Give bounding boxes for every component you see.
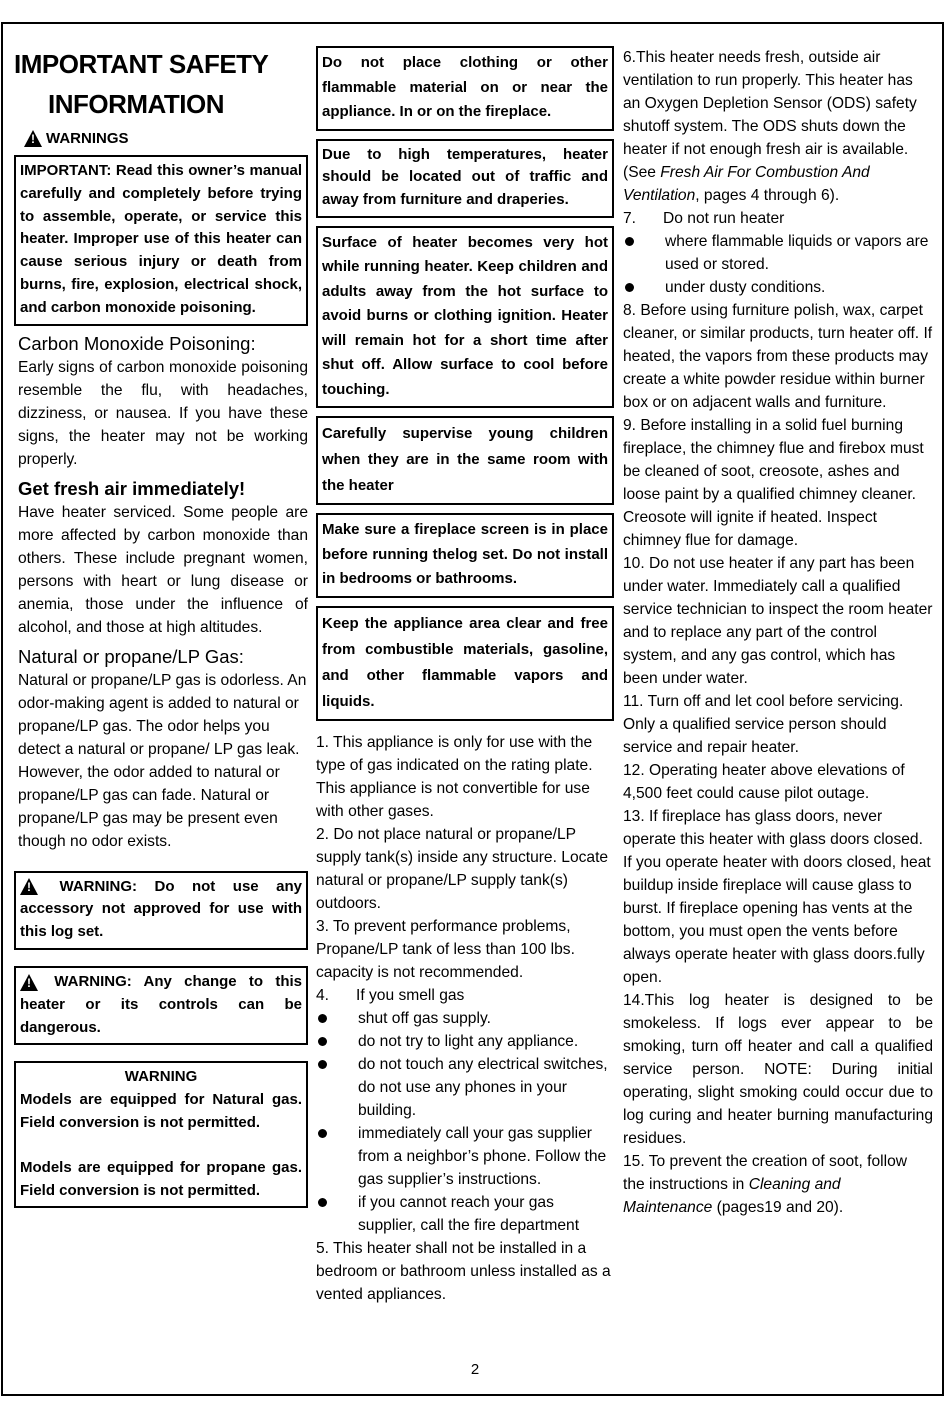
column-left (14, 44, 308, 1208)
item-10: 10. Do not use heater if any part has been under water. Immediately call a qualified service technician to inspect the room heater and to replace any part of the control system, and any gas control, which has been under water. (623, 555, 933, 687)
bullet-icon (316, 1030, 358, 1053)
item-4-number: 4. (316, 986, 330, 1004)
bullet-text: do not try to light any appliance. (358, 1032, 579, 1050)
list-item (316, 1030, 614, 1053)
bullet-icon (623, 276, 665, 299)
warning-box-6-text: Keep the appliance area clear and free from combustible materials, gasoline, and other flammable vapors and liquids. (322, 614, 608, 710)
warning-gas-type-box (14, 1061, 308, 1208)
warning-icon (24, 130, 42, 147)
warning-propane-text: Models are equipped for propane gas. Field conversion is not permitted. (20, 1158, 302, 1199)
warning-box-2 (316, 139, 614, 218)
item-1: 1. This appliance is only for use with the type of gas indicated on the rating plate. This appliance is not convertible for use with other gases. (316, 733, 593, 820)
item-15 (623, 1150, 933, 1219)
item-8: 8. Before using furniture polish, wax, carpet cleaner, or similar products, turn heater off. If heated, the vapors from these products may create a white powder residue within burner box or on adjacent walls and furniture. (623, 302, 933, 411)
item-15-text-a: 15. To prevent the creation of soot, follow the instructions in (623, 1153, 908, 1193)
item-4 (316, 984, 614, 1007)
gas-text: Natural or propane/LP gas is odorless. An odor-making agent is added to natural or propane/LP gas. The odor helps you detect a natural or propane/ LP gas leak. However, the odor added to natural or propane/LP gas can fade. Natural or propane/LP gas may be present even though no odor exists. (18, 671, 307, 850)
list-item (316, 1122, 614, 1191)
bullet-icon (316, 1122, 358, 1191)
warning-box-6 (316, 606, 614, 721)
warning-accessory-box (14, 871, 308, 950)
list-item (316, 1007, 614, 1030)
item-7 (623, 207, 933, 230)
warnings-heading (24, 130, 308, 147)
page-number: 2 (470, 1361, 480, 1378)
important-notice-text: IMPORTANT: Read this owner’s manual carefully and completely before trying to assemble, operate, or service this heater. Improper use of this heater can cause serious injury or death from burns, fire, explosion, electrical shock, and carbon monoxide poisoning. (20, 162, 302, 316)
fresh-air-text: Have heater serviced. Some people are more affected by carbon monoxide than others. These include pregnant women, persons with heart or lung disease or anemia, those under the influence of alcohol, and those at high altitudes. (18, 503, 308, 636)
bullet-icon (623, 230, 665, 276)
warning-icon (20, 878, 38, 895)
item-2: 2. Do not place natural or propane/LP supply tank(s) inside any structure. Locate natural or propane/LP supply tank(s) outdoors. (316, 825, 609, 912)
warning-box-3-text: Surface of heater becomes very hot while running heater. Keep children and adults away from the hot surface to avoid burns or clothing ignition. Heater will remain hot for a short time after shut off. Allow surface to cool before touching. (322, 233, 608, 398)
warning-box-5 (316, 513, 614, 598)
list-item (623, 276, 933, 299)
page-title (14, 44, 308, 124)
warning-change-text: WARNING: Any change to this heater or its controls can be dangerous. (20, 972, 302, 1036)
item-15-reference: Cleaning and Maintenance (623, 1176, 841, 1216)
co-text: Early signs of carbon monoxide poisoning resemble the flu, with headaches, dizziness, or nausea. If you have these signs, the heater may not be working properly. (18, 358, 308, 468)
fresh-air-heading: Get fresh air immediately! (18, 477, 246, 499)
bullet-text: where flammable liquids or vapors are used or stored. (665, 233, 929, 273)
bullet-text: under dusty conditions. (665, 279, 826, 296)
bullet-icon (316, 1053, 358, 1122)
item-12: 12. Operating heater above elevations of 4,500 feet could cause pilot outage. (623, 762, 905, 802)
bullet-icon (316, 1007, 358, 1030)
item-6-text-a: 6.This heater needs fresh, outside air ventilation to run properly. This heater has an Oxygen Depletion Sensor (ODS) safety shutoff system. The ODS shuts down the heater if not enough fresh air is available. (See (623, 49, 917, 181)
item-15-text-b: (pages19 and 20). (712, 1199, 844, 1216)
warnings-heading-text: WARNINGS (46, 130, 129, 147)
item-13: 13. If fireplace has glass doors, never operate this heater with glass doors closed. If you operate heater with doors closed, heat buildup inside fireplace will cause glass to burst. If fireplace opening has vents at the bottom, you must open the vents before always operate heater with glass doors.fully open. (623, 808, 931, 986)
warning-natural-text: Models are equipped for Natural gas. Field conversion is not permitted. (20, 1091, 302, 1131)
list-item (316, 1053, 614, 1122)
item-14: 14.This log heater is designed to be smokeless. If logs ever appear to be smoking, turn off heater and call a qualified service person. NOTE: During initial operating, slight smoking could occur due to log curing and heater burning manufacturing residues. (623, 992, 933, 1147)
important-notice-box (14, 155, 308, 326)
item-9: 9. Before installing in a solid fuel burning fireplace, the chimney flue and firebox must be cleaned of soot, creosote, ashes and loose paint by a qualified chimney cleaner. Creosote will ignite if heated. Inspect chimney flue for damage. (623, 417, 924, 549)
column-middle (316, 46, 614, 1306)
list-item (316, 1191, 614, 1237)
bullet-text: do not touch any electrical switches, do not use any phones in your building. (358, 1055, 608, 1119)
gas-heading: Natural or propane/LP Gas: (18, 645, 244, 667)
item-6 (623, 46, 933, 207)
item-4-text: If you smell gas (356, 986, 465, 1004)
item-11: 11. Turn off and let cool before servicing. Only a qualified service person should service and repair heater. (623, 693, 904, 756)
warning-box-1-text: Do not place clothing or other flammable material on or near the appliance. In or on the fireplace. (322, 54, 608, 120)
warning-accessory-text: WARNING: Do not use any accessory not approved for use with this log set. (20, 877, 302, 941)
item-3: 3. To prevent performance problems, Propane/LP tank of less than 100 lbs. capacity is not recommended. (316, 917, 575, 981)
co-heading: Carbon Monoxide Poisoning: (18, 332, 256, 354)
item-5: 5. This heater shall not be installed in a bedroom or bathroom unless installed as a vented appliances. (316, 1239, 611, 1303)
warning-title: WARNING (124, 1068, 198, 1086)
gas-heading-text: Natural or propane/LP Gas (18, 645, 239, 667)
item-7-number: 7. (623, 210, 637, 227)
title-line-1: IMPORTANT SAFETY (14, 49, 269, 79)
co-heading-text: Carbon Monoxide Poisoning (18, 332, 251, 354)
warning-change-box (14, 966, 308, 1045)
bullet-text: shut off gas supply. (358, 1009, 491, 1027)
bullet-icon (316, 1191, 358, 1237)
item-7-text: Do not run heater (663, 210, 785, 227)
warning-box-4-text: Carefully supervise young children when they are in the same room with the heater (322, 425, 608, 495)
warning-box-3 (316, 226, 614, 409)
warning-box-2-text: Due to high temperatures, heater should be located out of traffic and away from furniture and draperies. (322, 145, 608, 209)
warning-box-1 (316, 46, 614, 131)
warning-box-5-text: Make sure a fireplace screen is in place before running thelog set. Do not install in bedrooms or bathrooms. (322, 521, 608, 588)
bullet-text: if you cannot reach your gas supplier, call the fire department (358, 1193, 580, 1234)
bullet-text: immediately call your gas supplier from a neighbor’s phone. Follow the gas supplier’s instructions. (358, 1124, 607, 1188)
title-line-2: INFORMATION (48, 89, 224, 119)
warning-box-4 (316, 416, 614, 505)
item-6-text-b: , pages 4 through 6). (695, 187, 840, 204)
warning-icon (20, 974, 38, 991)
column-right (623, 46, 933, 1219)
item-6-reference: Fresh Air For Combustion And Ventilation (623, 164, 870, 204)
list-item (623, 230, 933, 276)
